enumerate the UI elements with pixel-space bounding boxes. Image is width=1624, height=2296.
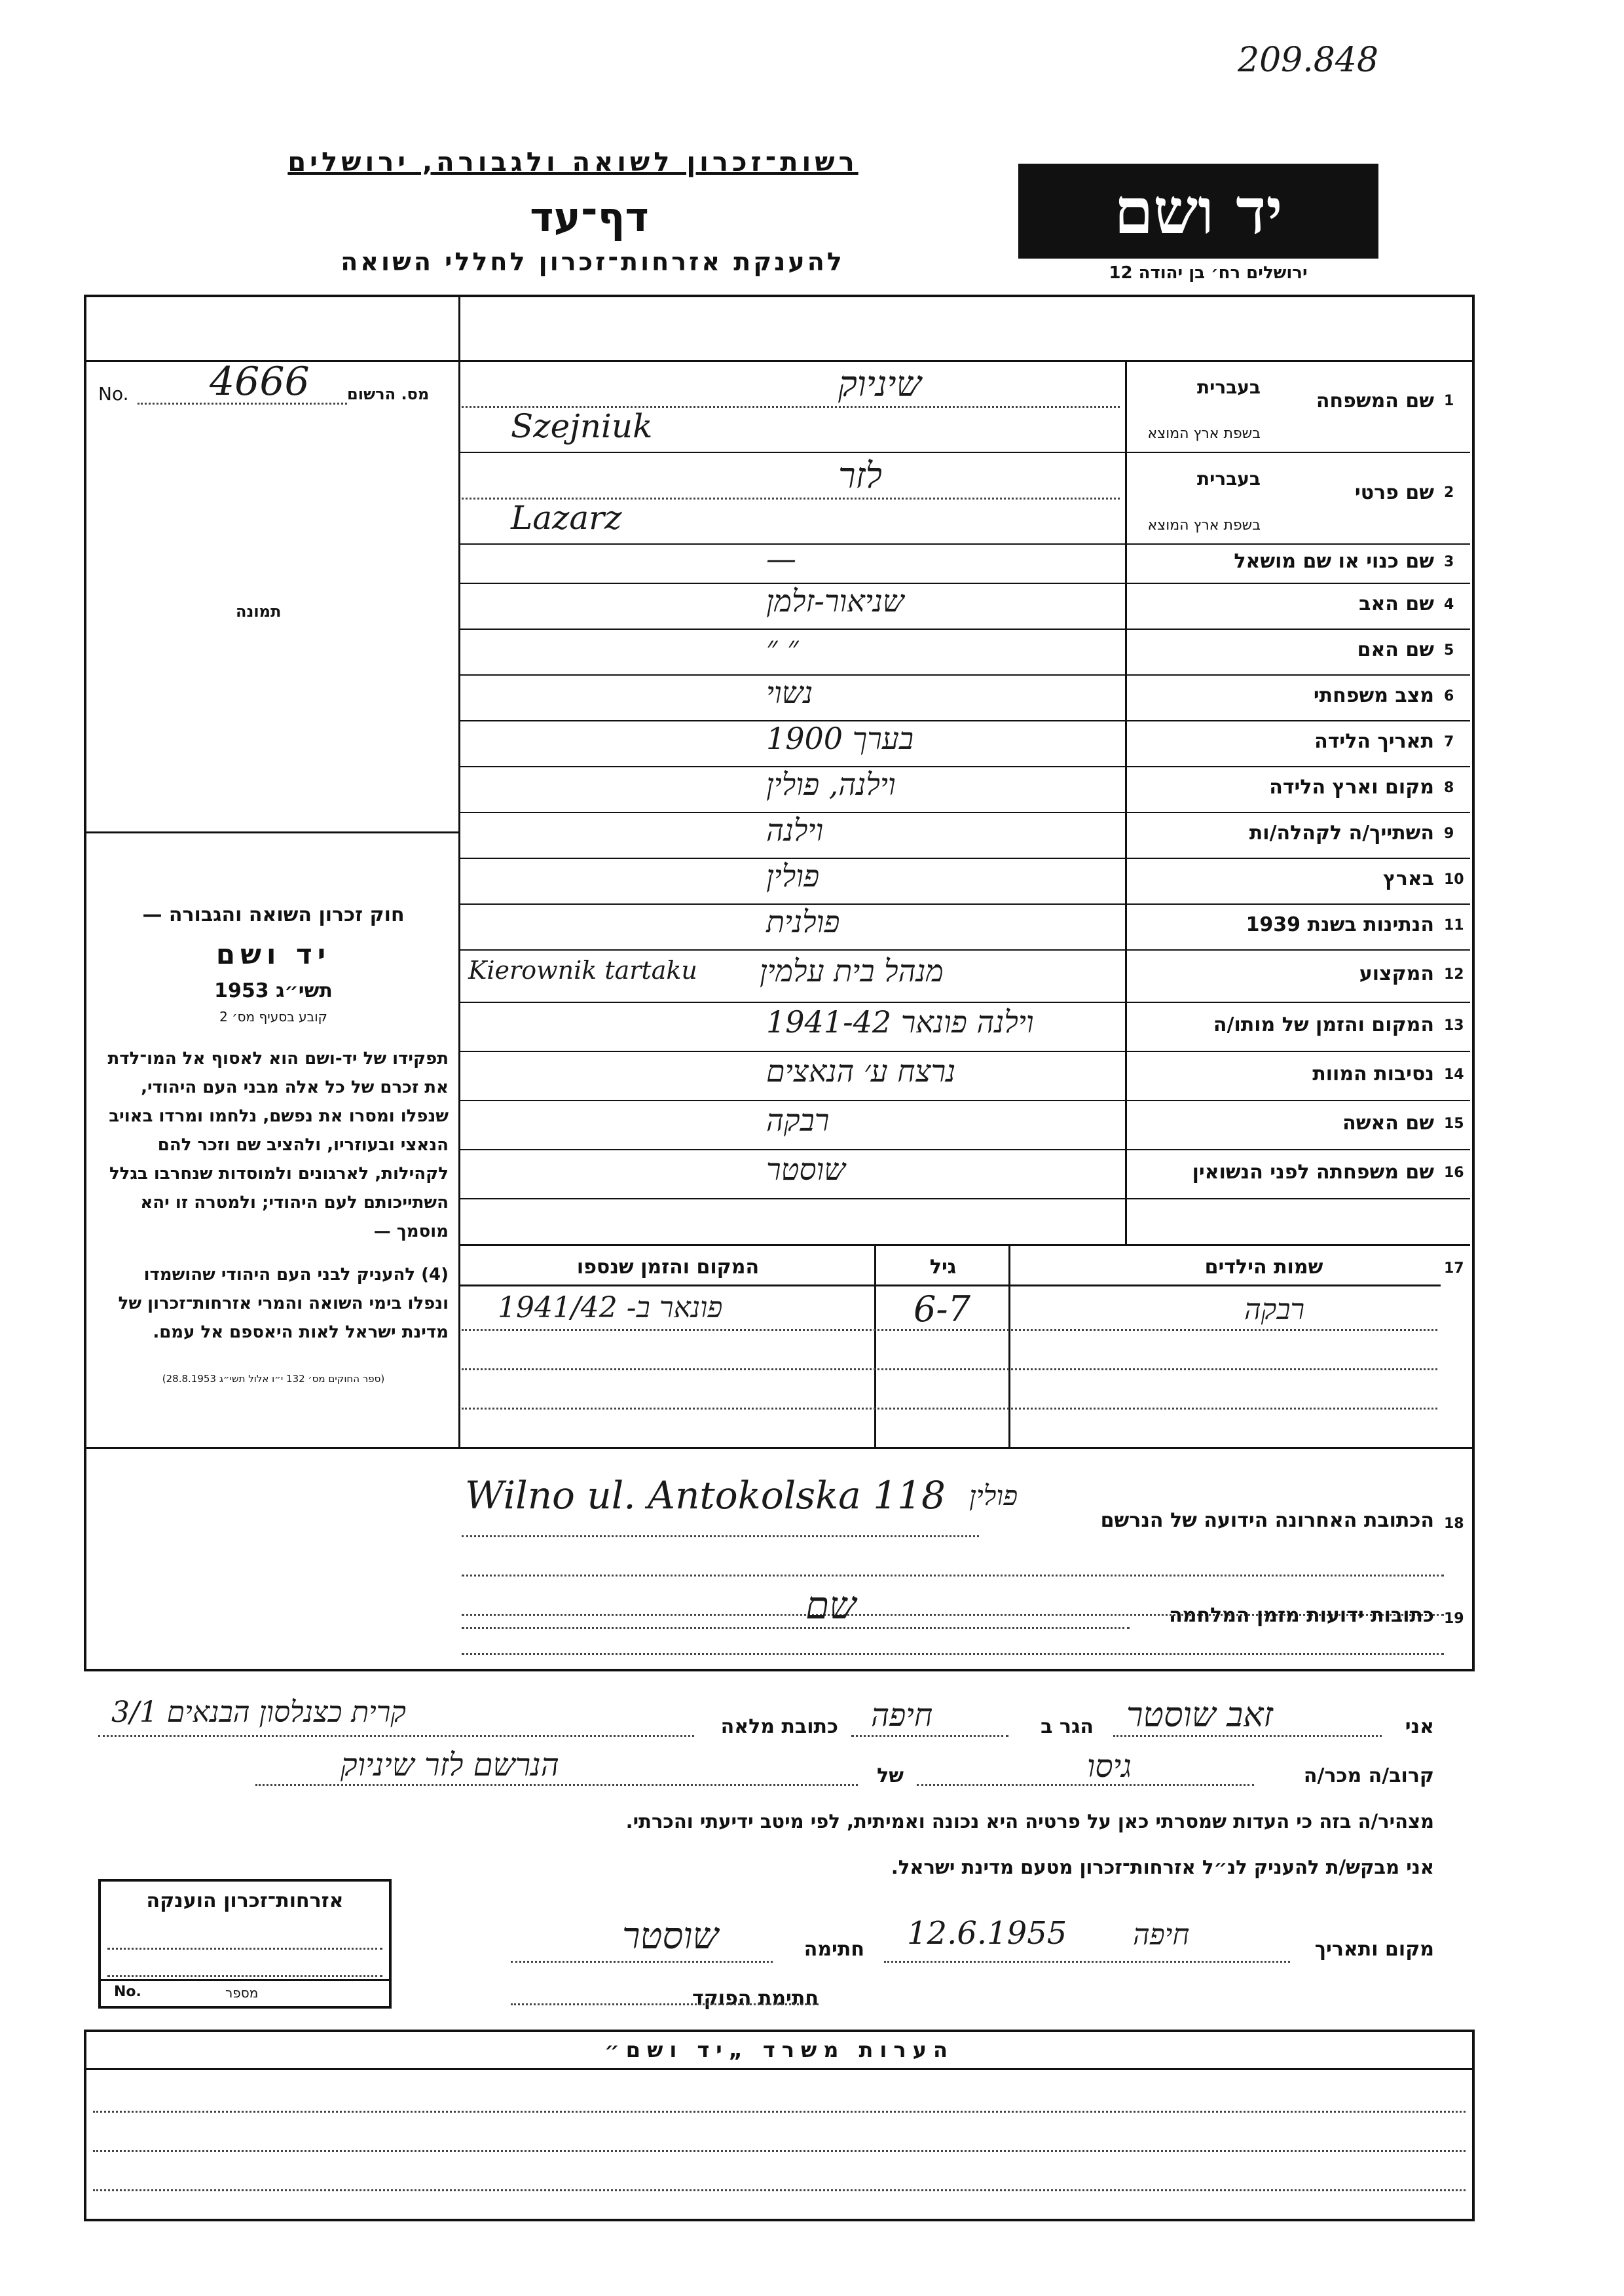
field-value-11: פולנית (766, 904, 840, 939)
row-separator (458, 1051, 1470, 1052)
law-para2: (4) להעניק לבני העם היהודי שהושמדו ונפלו בימי השואה והמרי אזרחות־זכרון של מדינת ישראל לאות היאספם אל עמם. (118, 1265, 449, 1342)
field18-value-latin: Wilno ul. Antokolska 118 (465, 1473, 946, 1518)
field19-label: כתובות ידועות מזמן המלחמה (1169, 1604, 1434, 1627)
field-num-2: 2 (1444, 484, 1454, 501)
decl-ani: אני (1405, 1715, 1434, 1738)
decl-place-date-label: מקום ותאריך (1314, 1938, 1434, 1961)
field-label-1: שם המשפחה (1316, 390, 1434, 412)
field-label-15: שם האשה (1342, 1111, 1434, 1135)
field-label-7: תאריך הלידה (1314, 730, 1434, 753)
yad-vashem-logo: יד ושם (1018, 164, 1378, 259)
field-value-5: ״ ״ (766, 629, 799, 665)
law-name: יד ושם (215, 938, 331, 970)
row-separator (458, 583, 1470, 584)
field-value-hebrew-1: שיניוק (838, 363, 921, 405)
row-separator (458, 1198, 1470, 1199)
field-num-7: 7 (1444, 734, 1454, 750)
field-num-14: 14 (1444, 1066, 1464, 1083)
field-num-1: 1 (1444, 393, 1454, 409)
law-para1: תפקידו של יד-ושם הוא לאסוף אל המו־לדת את זכרם של כל אלה מבני העם היהודי, שנפלו ומסרו את נפשם, נלחמו ומרדו באויב הנאצי ובעוזריו, ולהציב שם וזכר להם לקהילות, לארגונים ולמוסדות שנחרבו בגלל השתייכותם לעם היהודי; ולמטרה זו יהא מוסמך — (107, 1049, 449, 1241)
child-age: 6-7 (913, 1288, 970, 1330)
decl-statement1: מצהיר/ה בזה כי העדות שמסרתי כאן על פרטיה היא נכונה ואמיתית, לפי מיטב ידיעתי והכרתי. (625, 1810, 1434, 1832)
decl-city: חיפה (871, 1697, 933, 1734)
row-separator (458, 1100, 1470, 1101)
field-num-16: 16 (1444, 1164, 1464, 1181)
logo-address: ירושלים רח׳ בן יהודה 12 (1109, 263, 1308, 283)
row-separator (458, 812, 1470, 813)
decl-officer-label: חתימת הפוקד (692, 1987, 819, 2010)
field-label-16: שם משפחתה לפני הנשואין (1192, 1160, 1434, 1184)
field-num-12: 12 (1444, 966, 1464, 983)
field-num-13: 13 (1444, 1017, 1464, 1034)
decl-full-addr-label: כתובת מלאה (720, 1715, 838, 1738)
law-title: חוק זכרון השואה והגבורה — (142, 903, 405, 926)
field-value-latin-12: Kierownik tartaku (468, 956, 697, 985)
field-value-6: נשוי (766, 675, 813, 710)
row-separator (458, 858, 1470, 859)
field-value-latin-2: Lazarz (511, 499, 622, 537)
field-value-14: נרצח ע׳ הנאצים (766, 1053, 956, 1089)
photo-label: תמונה (236, 602, 282, 621)
decl-signature-label: חתימה (803, 1938, 864, 1961)
field-sub-hebrew-2: בעברית (1196, 468, 1261, 490)
stamp-no-label: No. (114, 1984, 141, 2000)
field-label-3: שם כנוי או שם מושאל (1234, 550, 1434, 573)
field-num-17: 17 (1444, 1260, 1464, 1277)
citizenship-stamp-box (98, 1879, 392, 2009)
law-section: קובע בסעיף מס׳ 2 (219, 1009, 327, 1025)
left-column-divider (458, 295, 460, 1447)
child-name: רבקה (1244, 1293, 1305, 1326)
field-label-10: בארץ (1382, 867, 1434, 890)
field-value-hebrew-2: לזר (838, 455, 882, 496)
field-num-19: 19 (1444, 1611, 1464, 1627)
field-label-8: מקום וארץ הלידה (1269, 776, 1434, 799)
field-num-9: 9 (1444, 826, 1454, 842)
decl-statement2: אני מבקש/ת להעניק לנ״ל אזרחות־זכרון מטעם מדינת ישראל. (891, 1856, 1434, 1878)
field-value-12: מנהל בית עלמין (760, 953, 944, 989)
decl-signature: שוסטר (622, 1915, 719, 1958)
row-separator (458, 452, 1470, 453)
archive-number: 209.848 (1238, 41, 1379, 80)
form-title: דף־עד (530, 193, 649, 241)
decl-relation-label: קרוב/ה מכר/ה (1303, 1764, 1434, 1787)
field-sub-origin-2: בשפת ארץ המוצא (1147, 517, 1261, 534)
field-label-14: נסיבות המוות (1312, 1062, 1434, 1085)
field-label-5: שם האם (1357, 638, 1434, 661)
field-label-11: הנתינות בשנת 1939 (1246, 913, 1434, 936)
field-label-6: מצב משפחתי (1313, 684, 1434, 707)
field19-value: שם (805, 1583, 857, 1628)
field-label-12: המקצוע (1359, 962, 1434, 985)
field-value-4: שניאור-זלמן (766, 583, 904, 619)
field-num-11: 11 (1444, 917, 1464, 934)
field-value-8: וילנה, פולין (766, 767, 896, 802)
field-value-latin-1: Szejniuk (511, 407, 653, 445)
child-place-time: פונאר ב- 1941/42 (498, 1291, 723, 1324)
decl-of-label: של (877, 1764, 904, 1787)
row-separator (458, 720, 1470, 721)
field-sub-origin-1: בשפת ארץ המוצא (1147, 426, 1261, 442)
row-separator (458, 903, 1470, 905)
field-value-15: רבקה (766, 1102, 830, 1138)
field18-value-he: פולין (969, 1480, 1018, 1512)
field-label-2: שם פרטי (1354, 481, 1434, 504)
remarks-box (84, 2030, 1475, 2221)
field-num-8: 8 (1444, 780, 1454, 796)
field-value-3: — (766, 541, 796, 576)
decl-gar-b: הגר ב (1041, 1715, 1094, 1738)
field-label-9: השתייך/ה לקהלה/ות (1249, 822, 1434, 845)
field-value-16: שוסטר (766, 1151, 845, 1187)
form-subtitle: להענקת אזרחות־זכרון לחללי השואה (341, 247, 845, 276)
stamp-title: אזרחות־זכרון הוענקה (146, 1889, 344, 1912)
field-value-13: וילנה פונאר 1941-42 (766, 1004, 1034, 1040)
field-num-5: 5 (1444, 642, 1454, 659)
field-num-15: 15 (1444, 1115, 1464, 1132)
field-value-10: פולין (766, 858, 820, 894)
row-separator (458, 543, 1470, 545)
row-separator (458, 949, 1470, 951)
field-num-4: 4 (1444, 596, 1454, 613)
registration-no-value: 4666 (210, 359, 310, 405)
row-separator (458, 1149, 1470, 1150)
field-num-3: 3 (1444, 554, 1454, 570)
label-column-divider (1125, 360, 1127, 1244)
field-label-13: המקום והזמן של מותו/ה (1213, 1013, 1434, 1036)
decl-name: זאב שוסטר (1126, 1696, 1273, 1735)
stamp-no-label-he: מספר (225, 1985, 259, 2001)
field-sub-hebrew-1: בעברית (1196, 376, 1261, 398)
children-names-header: שמות הילדים (1204, 1256, 1323, 1279)
field-value-7: בערך 1900 (766, 721, 914, 756)
field-num-6: 6 (1444, 688, 1454, 704)
field-label-4: שם האב (1359, 592, 1434, 615)
law-year: תשי״ג 1953 (214, 979, 333, 1002)
decl-place: חיפה (1133, 1918, 1190, 1952)
registration-no-label-he: מס. הרשום (347, 385, 430, 403)
children-place-header: המקום והזמן שנספו (576, 1256, 760, 1279)
decl-date: 12.6.1955 (907, 1915, 1067, 1952)
decl-full-addr: קרית כצנלסון הבנאים 3/1 (111, 1696, 406, 1729)
field-value-9: וילנה (766, 812, 824, 848)
children-age-header: גיל (929, 1256, 957, 1279)
row-separator (458, 674, 1470, 676)
decl-of-name: הנרשם לזר שיניוק (341, 1747, 559, 1783)
row-separator (458, 629, 1470, 630)
law-citation: (ספר החוקים מס׳ 132 י״ו אלול תשי״ג 28.8.1953) (162, 1373, 385, 1385)
decl-relation: גיסו (1087, 1748, 1132, 1785)
law-box (98, 903, 449, 1385)
field-num-10: 10 (1444, 871, 1464, 888)
row-separator (458, 766, 1470, 767)
field-num-18: 18 (1444, 1516, 1464, 1532)
field18-label: הכתובת האחרונה הידועה של הנרשם (1100, 1509, 1434, 1532)
institution-name: רשות־זכרון לשואה ולגבורה, ירושלים (287, 147, 858, 177)
row-separator (458, 1002, 1470, 1003)
remarks-title: הערות משרד „יד ושם״ (604, 2037, 954, 2062)
registration-no-label: No. (98, 383, 129, 405)
